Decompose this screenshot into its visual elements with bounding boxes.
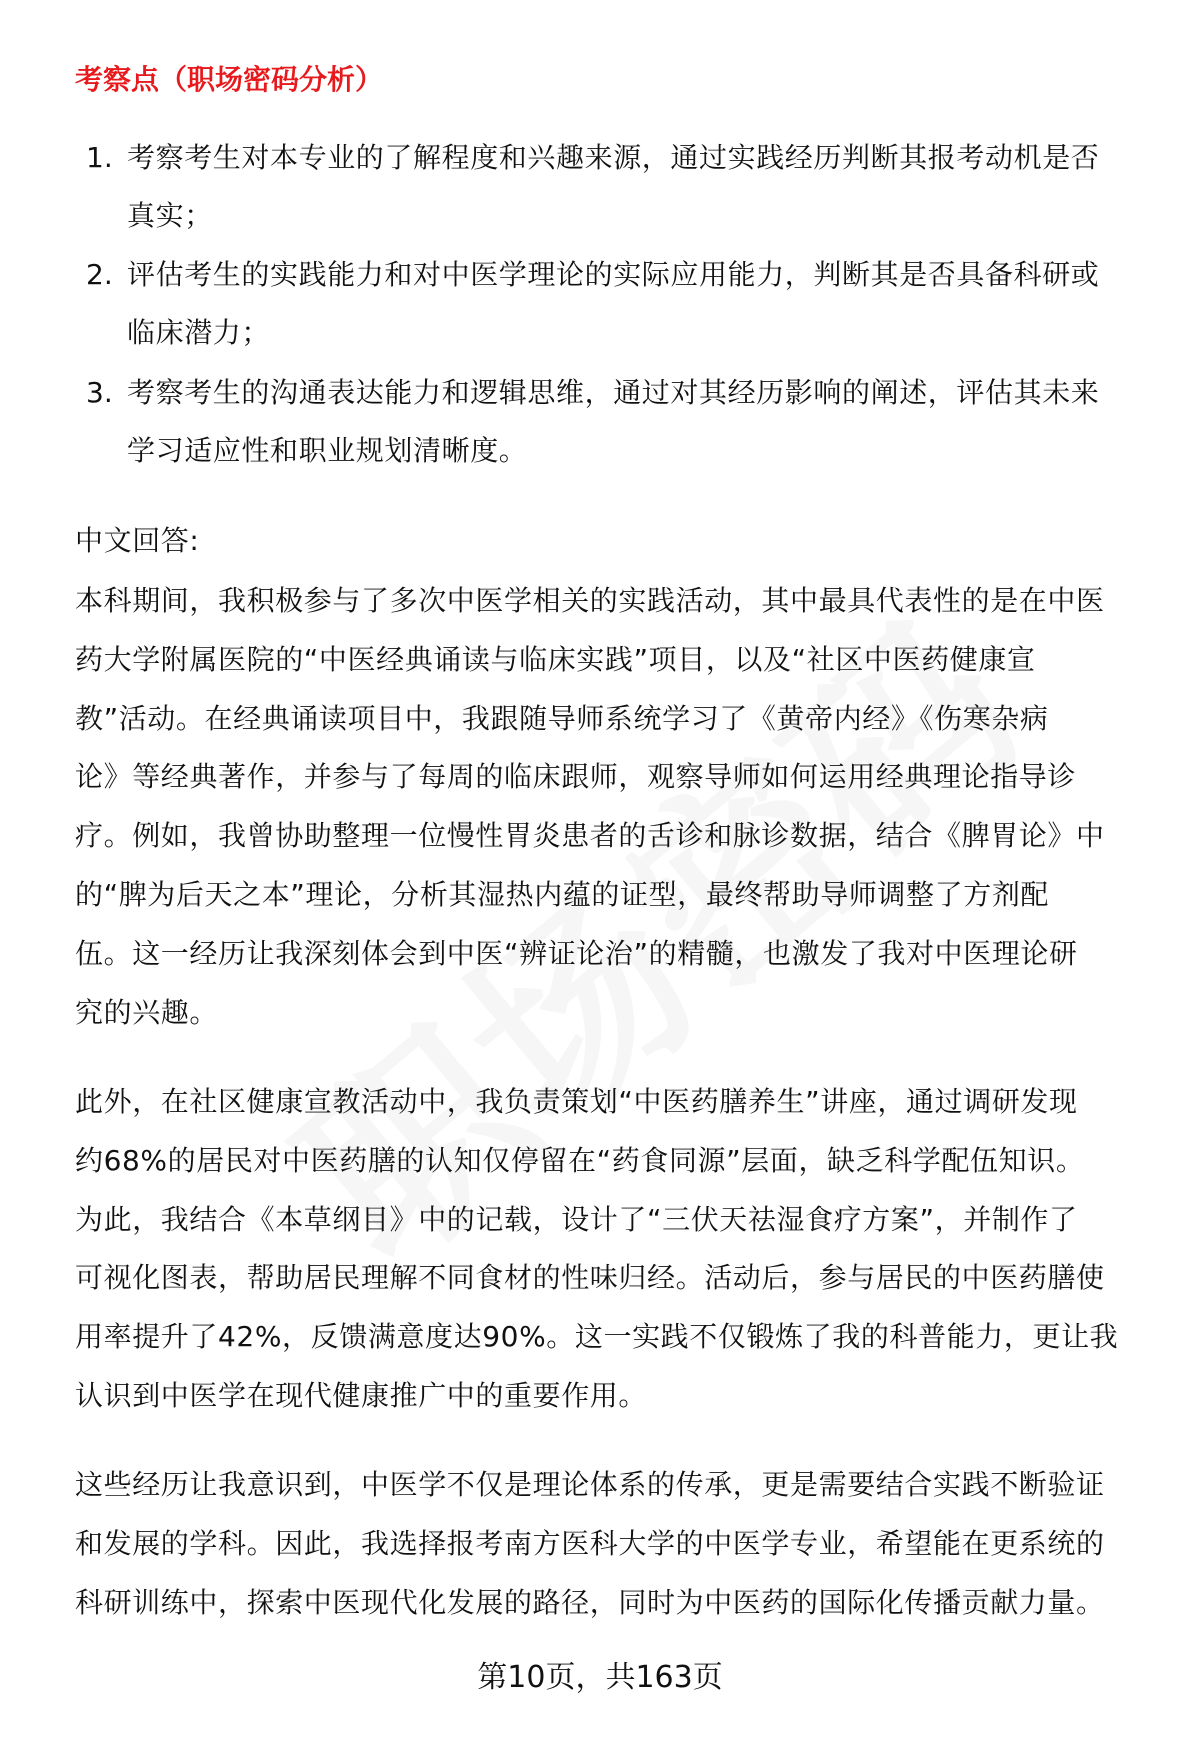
- paragraph-line: 约68%的居民对中医药膳的认知仅停留在“药食同源”层面，缺乏科学配伍知识。: [75, 1143, 1085, 1177]
- section-heading: 考察点（职场密码分析）: [75, 63, 384, 96]
- list-item-line: 考察考生的沟通表达能力和逻辑思维，通过对其经历影响的阐述，评估其未来: [127, 376, 1100, 409]
- paragraph-line: 此外，在社区健康宣教活动中，我负责策划“中医药膳养生”讲座，通过调研发现: [75, 1085, 1078, 1118]
- paragraph-line: 可视化图表，帮助居民理解不同食材的性味归经。活动后，参与居民的中医药膳使: [75, 1261, 1105, 1295]
- paragraph-line: 科研训练中，探索中医现代化发展的路径，同时为中医药的国际化传播贡献力量。: [75, 1585, 1105, 1619]
- list-item-line: 临床潜力；: [127, 316, 271, 349]
- paragraph-line: 伍。这一经历让我深刻体会到中医“辨证论治”的精髓，也激发了我对中医理论研: [75, 936, 1078, 970]
- list-number: 3.: [86, 376, 113, 409]
- paragraph-line: 和发展的学科。因此，我选择报考南方医科大学的中医学专业，希望能在更系统的: [75, 1526, 1105, 1560]
- list-item-line: 考察考生对本专业的了解程度和兴趣来源，通过实践经历判断其报考动机是否: [127, 141, 1100, 174]
- paragraph-line: 为此，我结合《本草纲目》中的记载，设计了“三伏天祛湿食疗方案”，并制作了: [75, 1202, 1078, 1236]
- list-item-line: 评估考生的实践能力和对中医学理论的实际应用能力，判断其是否具备科研或: [127, 258, 1100, 291]
- paragraph-line: 认识到中医学在现代健康推广中的重要作用。: [75, 1379, 648, 1412]
- paragraph-line: 论》等经典著作，并参与了每周的临床跟师，观察导师如何运用经典理论指导诊: [75, 760, 1077, 794]
- list-number: 2.: [86, 258, 113, 291]
- paragraph-line: 用率提升了42%，反馈满意度达90%。这一实践不仅锻炼了我的科普能力，更让我: [75, 1320, 1119, 1354]
- paragraph-line: 究的兴趣。: [75, 995, 219, 1029]
- paragraph-line: 药大学附属医院的“中医经典诵读与临床实践”项目，以及“社区中医药健康宣: [75, 642, 1036, 676]
- page-number: 第10页，共163页: [477, 1660, 723, 1695]
- answer-label: 中文回答:: [75, 524, 200, 557]
- paragraph-line: 这些经历让我意识到，中医学不仅是理论体系的传承，更是需要结合实践不断验证: [75, 1468, 1105, 1501]
- list-item-line: 学习适应性和职业规划清晰度。: [127, 434, 528, 467]
- paragraph-line: 的“脾为后天之本”理论，分析其湿热内蕴的证型，最终帮助导师调整了方剂配: [75, 878, 1050, 911]
- paragraph-line: 教”活动。在经典诵读项目中，我跟随导师系统学习了《黄帝内经》《伤寒杂病: [75, 701, 1049, 735]
- paragraph-line: 疗。例如，我曾协助整理一位慢性胃炎患者的舌诊和脉诊数据，结合《脾胃论》中: [75, 819, 1105, 853]
- paragraph-line: 本科期间，我积极参与了多次中医学相关的实践活动，其中最具代表性的是在中医: [75, 584, 1105, 617]
- list-item-line: 真实；: [127, 199, 213, 232]
- list-number: 1.: [86, 141, 113, 174]
